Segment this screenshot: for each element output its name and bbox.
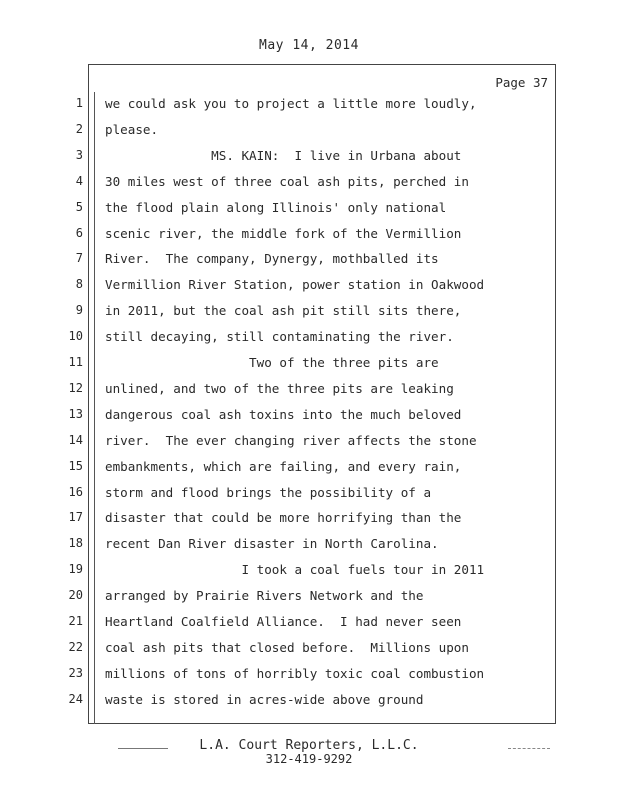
transcript-date-header: May 14, 2014: [259, 38, 359, 53]
line-number: 8: [75, 277, 83, 292]
transcript-line: Heartland Coalfield Alliance. I had never seen: [105, 614, 462, 629]
line-number: 2: [75, 121, 83, 136]
court-reporter-name: L.A. Court Reporters, L.L.C.: [199, 738, 419, 753]
line-number: 13: [68, 406, 83, 421]
line-number: 12: [68, 380, 83, 395]
transcript-line: waste is stored in acres-wide above ground: [105, 691, 424, 707]
transcript-line: dangerous coal ash toxins into the much beloved: [105, 406, 462, 422]
line-number: 11: [68, 355, 83, 369]
transcript-line: still decaying, still contaminating the river.: [105, 329, 454, 345]
transcript-line: I took a coal fuels tour in 2011: [105, 562, 485, 578]
line-number: 10: [68, 329, 83, 344]
transcript-line: disaster that could be more horrifying than the: [105, 510, 462, 526]
transcript-line: Vermillion River Station, power station in Oakwood: [105, 277, 485, 293]
transcript-line: arranged by Prairie Rivers Network and the: [105, 588, 424, 604]
transcript-line: 30 miles west of three coal ash pits, perched in: [105, 173, 469, 189]
line-number: 15: [68, 458, 83, 473]
page-number: Page 37: [495, 75, 548, 90]
transcript-line: we could ask you to project a little more loudly,: [105, 96, 477, 111]
line-number: 1: [75, 96, 83, 110]
transcript-line: the flood plain along Illinois' only national: [105, 199, 447, 215]
line-number: 5: [75, 199, 83, 214]
line-number: 17: [68, 510, 83, 525]
court-reporter-phone: 312-419-9292: [265, 752, 353, 766]
line-number: 9: [75, 303, 83, 318]
transcript-line: please.: [105, 121, 159, 137]
transcript-line: storm and flood brings the possibility of a: [105, 484, 432, 500]
line-number: 14: [68, 432, 83, 447]
transcript-line: unlined, and two of the three pits are leaking: [105, 380, 454, 396]
line-number: 7: [75, 251, 83, 266]
line-number: 24: [68, 691, 83, 706]
line-number: 4: [75, 173, 83, 188]
line-number: 23: [68, 665, 83, 680]
transcript-line: river. The ever changing river affects the stone: [105, 432, 477, 448]
transcript-line: millions of tons of horribly toxic coal combustion: [105, 665, 485, 681]
line-number: 16: [68, 484, 83, 499]
margin-rule: [94, 92, 95, 724]
transcript-line: recent Dan River disaster in North Carolina.: [105, 536, 439, 552]
line-number: 21: [68, 614, 83, 628]
transcript-line: MS. KAIN: I live in Urbana about: [105, 147, 462, 163]
transcript-line: scenic river, the middle fork of the Vermillion: [105, 225, 462, 241]
line-number: 6: [75, 225, 83, 240]
line-number: 22: [68, 639, 83, 654]
transcript-line: coal ash pits that closed before. Millions upon: [105, 639, 469, 655]
line-number: 19: [68, 562, 83, 577]
transcript-line: Two of the three pits are: [105, 355, 439, 370]
line-number: 3: [75, 147, 83, 162]
transcript-line: embankments, which are failing, and every rain,: [105, 458, 462, 474]
transcript-line: in 2011, but the coal ash pit still sits there,: [105, 303, 462, 319]
line-number: 18: [68, 536, 83, 551]
transcript-line: River. The company, Dynergy, mothballed its: [105, 251, 439, 267]
line-number: 20: [68, 588, 83, 603]
